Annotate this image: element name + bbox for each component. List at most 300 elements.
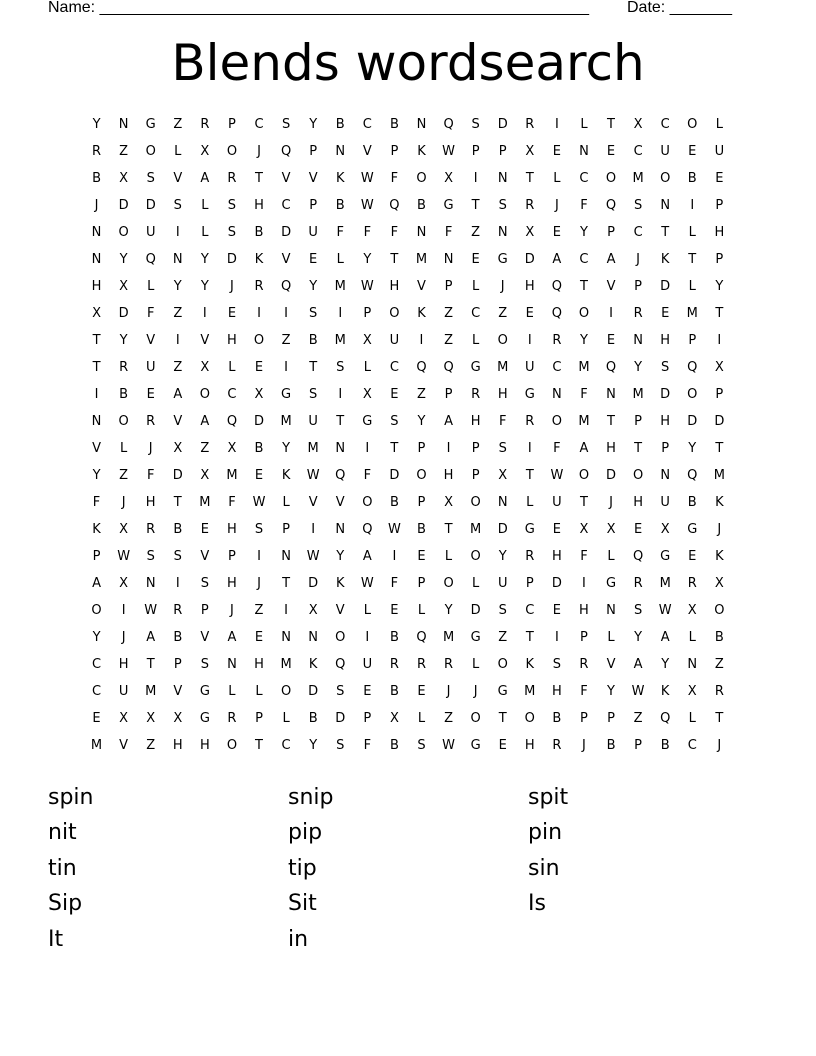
- grid-cell: N: [335, 522, 346, 537]
- grid-cell: Q: [551, 306, 562, 321]
- grid-cell: E: [417, 684, 426, 699]
- grid-cell: E: [227, 306, 237, 321]
- grid-cell: A: [579, 441, 589, 456]
- grid-cell: P: [580, 630, 588, 645]
- grid-cell: Q: [280, 279, 292, 294]
- grid-cell: H: [145, 495, 156, 510]
- grid-cell: J: [148, 441, 153, 456]
- grid-cell: R: [254, 279, 264, 294]
- grid-cell: D: [335, 711, 346, 726]
- grid-cell: O: [416, 468, 427, 483]
- grid-cell: B: [389, 630, 399, 645]
- grid-cell: A: [362, 549, 372, 564]
- grid-cell: X: [687, 684, 697, 699]
- grid-cell: P: [634, 414, 643, 429]
- word-list-row: [48, 887, 768, 923]
- grid-cell: W: [360, 279, 374, 294]
- grid-cell: I: [311, 522, 316, 537]
- grid-cell: B: [714, 630, 724, 645]
- grid-cell: J: [121, 495, 126, 510]
- grid-cell: R: [227, 171, 237, 186]
- grid-cell: H: [551, 684, 562, 699]
- grid-cell: P: [444, 279, 453, 294]
- grid-cell: P: [715, 198, 724, 213]
- grid-cell: M: [415, 252, 428, 267]
- grid-cell: R: [92, 144, 102, 159]
- grid-cell: O: [118, 414, 129, 429]
- grid-cell: O: [687, 117, 698, 132]
- grid-cell: I: [554, 117, 559, 132]
- grid-cell: H: [579, 603, 589, 618]
- grid-cell: T: [92, 333, 101, 348]
- grid-cell: Z: [498, 630, 508, 645]
- grid-cell: T: [525, 630, 534, 645]
- grid-cell: E: [254, 630, 264, 645]
- grid-cell: O: [253, 333, 265, 348]
- grid-cell: E: [633, 522, 643, 537]
- grid-cell: D: [606, 468, 617, 483]
- grid-cell: S: [336, 738, 345, 753]
- grid-cell: Y: [200, 252, 209, 267]
- grid-cell: L: [472, 279, 480, 294]
- grid-cell: U: [308, 225, 318, 240]
- grid-cell: M: [307, 441, 319, 456]
- grid-cell: F: [363, 738, 372, 753]
- grid-cell: J: [94, 198, 99, 213]
- grid-cell: U: [145, 225, 156, 240]
- grid-cell: X: [308, 603, 318, 618]
- grid-cell: Z: [173, 306, 183, 321]
- grid-cell: X: [444, 495, 453, 510]
- grid-cell: J: [636, 252, 641, 267]
- grid-cell: S: [200, 576, 209, 591]
- grid-cell: X: [525, 225, 535, 240]
- grid-cell: J: [500, 279, 505, 294]
- grid-cell: M: [226, 468, 238, 483]
- grid-cell: G: [687, 522, 698, 537]
- grid-cell: E: [92, 711, 101, 726]
- grid-cell: E: [552, 144, 561, 159]
- grid-cell: E: [606, 144, 616, 159]
- grid-cell: U: [552, 495, 562, 510]
- grid-cell: W: [144, 603, 158, 618]
- grid-cell: M: [686, 306, 698, 321]
- grid-cell: L: [472, 333, 480, 348]
- grid-cell: G: [470, 360, 481, 375]
- grid-row: [83, 597, 733, 624]
- grid-cell: A: [200, 171, 210, 186]
- grid-cell: F: [228, 495, 236, 510]
- grid-cell: X: [146, 711, 156, 726]
- grid-cell: S: [227, 225, 237, 240]
- grid-cell: I: [392, 549, 397, 564]
- grid-cell: M: [280, 657, 292, 672]
- grid-cell: K: [660, 252, 670, 267]
- grid-cell: F: [92, 495, 101, 510]
- grid-cell: N: [227, 657, 237, 672]
- grid-cell: K: [660, 684, 670, 699]
- grid-cell: V: [281, 171, 291, 186]
- grid-row: [83, 678, 733, 705]
- grid-cell: F: [146, 306, 155, 321]
- grid-cell: G: [470, 630, 481, 645]
- grid-cell: H: [470, 414, 481, 429]
- grid-cell: V: [92, 441, 101, 456]
- grid-cell: B: [119, 387, 129, 402]
- grid-cell: U: [389, 333, 400, 348]
- grid-cell: X: [498, 468, 508, 483]
- grid-cell: O: [226, 738, 238, 753]
- grid-cell: V: [173, 171, 183, 186]
- grid-cell: H: [660, 333, 671, 348]
- grid-cell: V: [173, 684, 183, 699]
- grid-cell: E: [688, 549, 697, 564]
- grid-cell: F: [580, 387, 588, 402]
- grid-cell: I: [609, 306, 613, 321]
- grid-cell: Z: [119, 144, 129, 159]
- grid-cell: I: [582, 576, 586, 591]
- grid-cell: Q: [605, 198, 617, 213]
- grid-cell: Q: [145, 252, 156, 267]
- grid-cell: H: [227, 522, 237, 537]
- grid-cell: K: [254, 252, 264, 267]
- grid-cell: X: [606, 522, 616, 537]
- grid-cell: P: [498, 144, 507, 159]
- grid-cell: C: [579, 171, 589, 186]
- grid-cell: F: [390, 171, 399, 186]
- grid-cell: O: [524, 711, 535, 726]
- grid-cell: B: [389, 738, 399, 753]
- grid-cell: L: [282, 711, 290, 726]
- grid-cell: N: [660, 198, 671, 213]
- grid-cell: B: [308, 711, 318, 726]
- grid-cell: B: [606, 738, 616, 753]
- grid-cell: A: [200, 414, 210, 429]
- grid-cell: H: [714, 225, 725, 240]
- grid-cell: J: [554, 198, 559, 213]
- grid-cell: E: [471, 252, 480, 267]
- grid-cell: T: [309, 360, 318, 375]
- grid-cell: G: [605, 576, 617, 591]
- grid-cell: L: [201, 225, 209, 240]
- grid-cell: V: [308, 495, 318, 510]
- grid-cell: O: [389, 306, 400, 321]
- grid-cell: T: [525, 171, 534, 186]
- grid-cell: Z: [146, 738, 156, 753]
- grid-cell: C: [254, 117, 264, 132]
- grid-cell: H: [633, 495, 643, 510]
- grid-cell: K: [92, 522, 101, 537]
- grid-cell: P: [634, 738, 643, 753]
- grid-cell: P: [471, 468, 480, 483]
- grid-cell: T: [715, 441, 724, 456]
- grid-cell: C: [92, 684, 102, 699]
- grid-cell: Y: [119, 333, 128, 348]
- grid-cell: U: [660, 495, 670, 510]
- grid-cell: U: [497, 576, 508, 591]
- grid-cell: X: [687, 603, 697, 618]
- grid-cell: S: [471, 117, 480, 132]
- grid-cell: T: [390, 441, 399, 456]
- grid-row: [83, 732, 733, 759]
- grid-cell: T: [634, 441, 643, 456]
- grid-row: [83, 111, 733, 138]
- grid-row: [83, 435, 733, 462]
- grid-cell: Y: [444, 603, 453, 618]
- grid-cell: L: [472, 576, 480, 591]
- grid-cell: Q: [632, 549, 644, 564]
- grid-cell: P: [580, 711, 588, 726]
- grid-cell: Y: [579, 225, 588, 240]
- grid-cell: D: [281, 225, 292, 240]
- grid-cell: O: [416, 171, 427, 186]
- grid-cell: H: [606, 441, 616, 456]
- grid-cell: I: [175, 225, 180, 240]
- word-item: in: [288, 926, 309, 952]
- grid-cell: Y: [173, 279, 182, 294]
- grid-cell: Q: [416, 630, 427, 645]
- grid-cell: S: [390, 414, 399, 429]
- word-item: Is: [528, 891, 546, 917]
- grid-cell: E: [688, 144, 697, 159]
- grid-cell: T: [336, 414, 345, 429]
- grid-cell: N: [335, 441, 346, 456]
- grid-cell: H: [524, 279, 535, 294]
- grid-cell: V: [606, 657, 616, 672]
- grid-cell: N: [633, 333, 643, 348]
- grid-cell: P: [661, 441, 670, 456]
- grid-cell: W: [442, 738, 455, 753]
- grid-cell: E: [606, 333, 616, 348]
- grid-cell: Y: [688, 441, 697, 456]
- grid-cell: E: [661, 306, 670, 321]
- grid-cell: R: [687, 576, 697, 591]
- word-item: pip: [288, 820, 323, 846]
- grid-cell: H: [551, 549, 562, 564]
- grid-cell: H: [91, 279, 102, 294]
- grid-cell: N: [91, 252, 102, 267]
- grid-cell: W: [360, 576, 374, 591]
- grid-cell: R: [552, 333, 562, 348]
- grid-cell: L: [336, 252, 344, 267]
- grid-cell: F: [580, 549, 588, 564]
- grid-cell: O: [226, 144, 238, 159]
- grid-cell: N: [416, 225, 427, 240]
- grid-cell: O: [145, 144, 156, 159]
- grid-cell: I: [338, 387, 343, 402]
- grid-cell: O: [118, 225, 129, 240]
- grid-cell: F: [146, 468, 155, 483]
- grid-cell: K: [335, 576, 345, 591]
- grid-cell: D: [470, 603, 481, 618]
- grid-cell: I: [284, 603, 288, 618]
- grid-cell: A: [444, 414, 453, 429]
- grid-cell: N: [687, 657, 698, 672]
- grid-cell: N: [91, 414, 102, 429]
- grid-cell: T: [715, 306, 724, 321]
- grid-cell: E: [715, 171, 724, 186]
- grid-cell: W: [550, 468, 564, 483]
- grid-cell: T: [607, 117, 615, 132]
- grid-cell: O: [660, 171, 671, 186]
- grid-cell: X: [362, 387, 372, 402]
- grid-cell: J: [257, 144, 261, 159]
- grid-cell: F: [444, 225, 453, 240]
- grid-cell: Z: [173, 360, 183, 375]
- grid-cell: N: [497, 495, 508, 510]
- grid-cell: R: [119, 360, 129, 375]
- grid-cell: E: [254, 360, 264, 375]
- grid-cell: T: [282, 576, 291, 591]
- grid-cell: M: [578, 360, 590, 375]
- grid-cell: B: [389, 117, 399, 132]
- grid-cell: F: [390, 576, 399, 591]
- grid-cell: O: [199, 387, 210, 402]
- grid-cell: I: [419, 333, 424, 348]
- grid-cell: B: [92, 171, 101, 186]
- grid-cell: D: [145, 198, 156, 213]
- word-item: snip: [288, 784, 334, 810]
- grid-cell: Y: [92, 468, 101, 483]
- grid-cell: C: [633, 144, 643, 159]
- grid-cell: D: [660, 387, 671, 402]
- grid-row: [83, 354, 733, 381]
- grid-row: [83, 705, 733, 732]
- grid-cell: F: [390, 225, 399, 240]
- grid-cell: R: [200, 117, 210, 132]
- grid-cell: E: [390, 603, 399, 618]
- grid-cell: Q: [226, 414, 238, 429]
- grid-cell: H: [524, 738, 535, 753]
- grid-cell: L: [526, 495, 534, 510]
- grid-cell: X: [119, 576, 129, 591]
- grid-cell: Q: [551, 279, 562, 294]
- grid-cell: S: [200, 657, 209, 672]
- grid-cell: N: [118, 117, 129, 132]
- grid-cell: G: [362, 414, 373, 429]
- grid-cell: R: [416, 657, 426, 672]
- grid-cell: R: [227, 711, 237, 726]
- grid-cell: Q: [389, 198, 400, 213]
- grid-row: [83, 165, 733, 192]
- word-list-row: [48, 816, 768, 852]
- grid-cell: O: [632, 468, 644, 483]
- grid-cell: Y: [309, 279, 318, 294]
- grid-cell: S: [309, 306, 318, 321]
- grid-cell: G: [497, 252, 508, 267]
- grid-row: [83, 327, 733, 354]
- grid-cell: Q: [335, 657, 346, 672]
- grid-cell: O: [91, 603, 102, 618]
- grid-cell: X: [119, 279, 129, 294]
- grid-cell: J: [582, 738, 586, 753]
- grid-cell: P: [471, 441, 480, 456]
- grid-cell: H: [227, 576, 237, 591]
- grid-cell: S: [498, 198, 507, 213]
- grid-cell: B: [552, 711, 562, 726]
- grid-cell: I: [202, 306, 207, 321]
- grid-cell: W: [631, 684, 645, 699]
- grid-cell: Y: [634, 630, 643, 645]
- grid-cell: U: [308, 414, 318, 429]
- grid-cell: Y: [92, 117, 101, 132]
- grid-cell: H: [199, 738, 210, 753]
- grid-cell: T: [525, 468, 534, 483]
- grid-cell: L: [417, 711, 426, 726]
- grid-cell: X: [119, 171, 129, 186]
- grid-cell: Y: [661, 657, 670, 672]
- grid-cell: P: [417, 441, 426, 456]
- grid-cell: Y: [634, 360, 643, 375]
- grid-cell: L: [688, 711, 696, 726]
- grid-cell: J: [609, 495, 613, 510]
- grid-cell: Y: [309, 117, 318, 132]
- grid-cell: V: [606, 279, 616, 294]
- grid-cell: O: [280, 684, 292, 699]
- grid-cell: N: [416, 117, 427, 132]
- grid-cell: O: [714, 603, 725, 618]
- grid-row: [83, 381, 733, 408]
- grid-cell: R: [389, 657, 399, 672]
- grid-cell: E: [146, 387, 155, 402]
- grid-cell: R: [146, 414, 156, 429]
- word-item: sin: [528, 855, 560, 881]
- grid-cell: J: [446, 684, 451, 699]
- grid-cell: O: [443, 576, 454, 591]
- letter-grid: [83, 111, 733, 759]
- grid-cell: N: [606, 387, 616, 402]
- grid-cell: V: [200, 333, 210, 348]
- grid-cell: I: [554, 630, 559, 645]
- grid-cell: W: [442, 144, 455, 159]
- grid-cell: N: [145, 576, 156, 591]
- grid-cell: T: [146, 657, 155, 672]
- grid-cell: O: [362, 495, 373, 510]
- grid-cell: X: [200, 360, 210, 375]
- grid-cell: N: [172, 252, 183, 267]
- grid-row: [83, 462, 733, 489]
- grid-cell: Q: [416, 360, 427, 375]
- grid-cell: O: [578, 306, 590, 321]
- grid-cell: G: [281, 387, 292, 402]
- grid-cell: M: [90, 738, 103, 753]
- grid-cell: J: [257, 576, 261, 591]
- grid-cell: P: [688, 333, 697, 348]
- grid-cell: X: [362, 333, 372, 348]
- grid-cell: D: [226, 252, 237, 267]
- grid-cell: R: [146, 522, 156, 537]
- grid-cell: H: [254, 198, 264, 213]
- grid-cell: Q: [443, 117, 454, 132]
- grid-row: [83, 408, 733, 435]
- grid-cell: T: [255, 171, 263, 186]
- grid-cell: R: [525, 414, 535, 429]
- grid-cell: A: [660, 630, 670, 645]
- grid-cell: V: [362, 144, 372, 159]
- grid-cell: X: [119, 711, 129, 726]
- grid-cell: E: [200, 522, 209, 537]
- grid-cell: A: [633, 657, 643, 672]
- grid-cell: L: [363, 603, 371, 618]
- grid-cell: C: [92, 657, 102, 672]
- grid-cell: X: [92, 306, 101, 321]
- grid-cell: D: [308, 684, 319, 699]
- grid-cell: H: [254, 657, 264, 672]
- grid-cell: P: [282, 522, 290, 537]
- grid-cell: C: [389, 360, 399, 375]
- grid-cell: X: [444, 171, 453, 186]
- grid-cell: R: [579, 657, 589, 672]
